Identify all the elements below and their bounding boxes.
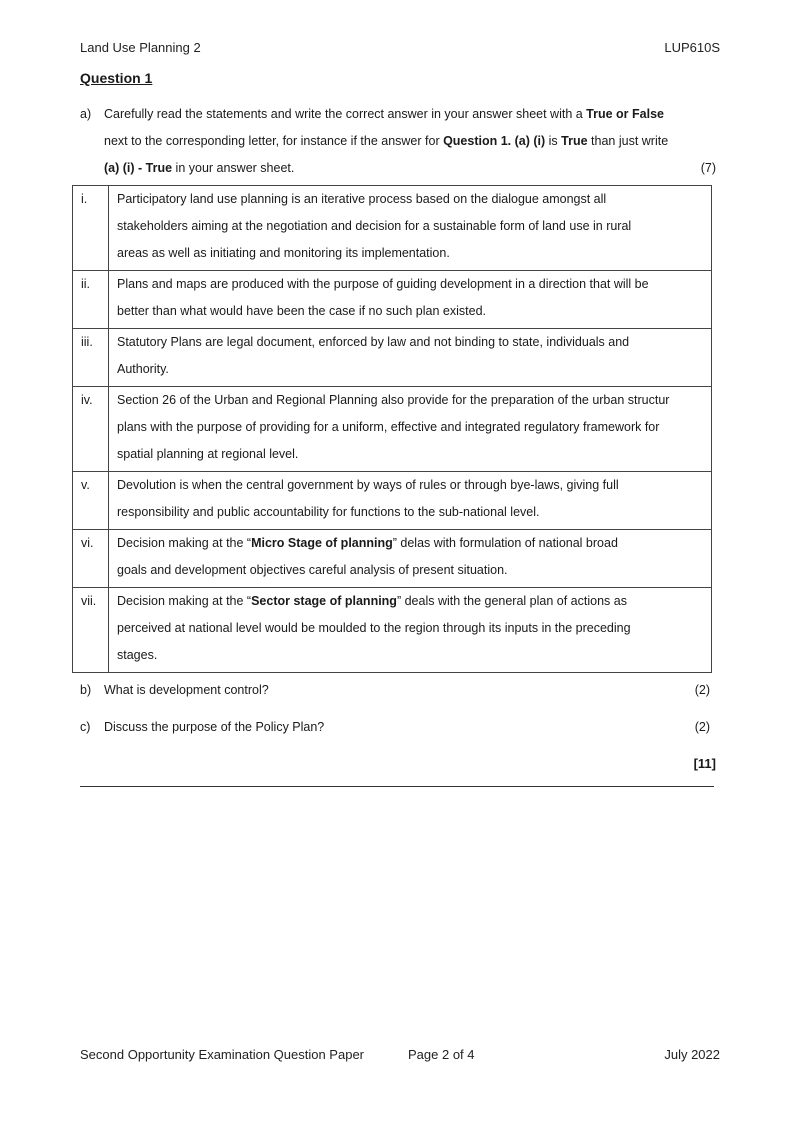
part-c-marker: c) <box>80 720 91 734</box>
total-marks: [11] <box>693 756 716 771</box>
table-row <box>73 588 712 673</box>
part-a-marker: a) <box>80 107 92 121</box>
section-divider <box>80 786 714 787</box>
part-b-marker: b) <box>80 683 92 697</box>
part-a-marks: (7) <box>700 161 716 175</box>
instruction-line-1: Carefully read the statements and write the correct answer in your answer sheet with a True or False <box>104 107 664 121</box>
statement-number: iv. <box>73 387 109 472</box>
part-a-instructions <box>104 101 716 182</box>
statements-table <box>72 185 712 673</box>
part-c-marks: (2) <box>694 720 710 734</box>
statement-number: ii. <box>73 271 109 329</box>
statement-text: Participatory land use planning is an iterative process based on the dialogue amongst all stakeholders aiming at the negotiation and decision for a sustainable form of land use in rural areas as well as initiating and monitoring its implementation. <box>109 186 712 271</box>
table-row <box>73 387 712 472</box>
statement-text: Decision making at the “Micro Stage of planning” delas with formulation of national broad goals and development objectives careful analysis of present situation. <box>109 530 712 588</box>
statement-number: vii. <box>73 588 109 673</box>
statement-number: vi. <box>73 530 109 588</box>
statement-text: Statutory Plans are legal document, enforced by law and not binding to state, individuals and Authority. <box>109 329 712 387</box>
table-row <box>73 530 712 588</box>
footer-exam-title: Second Opportunity Examination Question Paper <box>80 1047 365 1062</box>
footer-page-number: Page 2 of 4 <box>408 1047 475 1062</box>
instruction-line-3: (a) (i) - True in your answer sheet. (7) <box>104 155 716 182</box>
table-row <box>73 271 712 329</box>
part-c-question: Discuss the purpose of the Policy Plan? <box>104 720 325 734</box>
course-name: Land Use Planning 2 <box>80 40 201 55</box>
statement-text: Section 26 of the Urban and Regional Planning also provide for the preparation of the urban structur plans with the purpose of providing for a uniform, effective and integrated regulatory framework for spatial planning at regional level. <box>109 387 712 472</box>
part-b-question: What is development control? <box>104 683 269 697</box>
part-b-marks: (2) <box>694 683 710 697</box>
table-row <box>73 329 712 387</box>
table-row <box>73 472 712 530</box>
course-code: LUP610S <box>664 40 720 55</box>
statement-text: Decision making at the “Sector stage of planning” deals with the general plan of actions as perceived at national level would be moulded to the region through its inputs in the preceding stages. <box>109 588 712 673</box>
statement-number: iii. <box>73 329 109 387</box>
statement-text: Plans and maps are produced with the purpose of guiding development in a direction that will be better than what would have been the case if no such plan existed. <box>109 271 712 329</box>
table-row <box>73 186 712 271</box>
question-title: Question 1 <box>80 70 153 86</box>
statement-number: i. <box>73 186 109 271</box>
statement-text: Devolution is when the central government by ways of rules or through bye-laws, giving full responsibility and public accountability for functions to the sub-national level. <box>109 472 712 530</box>
footer-date: July 2022 <box>664 1047 720 1062</box>
instruction-line-2: next to the corresponding letter, for instance if the answer for Question 1. (a) (i) is True than just write <box>104 134 669 148</box>
statement-number: v. <box>73 472 109 530</box>
